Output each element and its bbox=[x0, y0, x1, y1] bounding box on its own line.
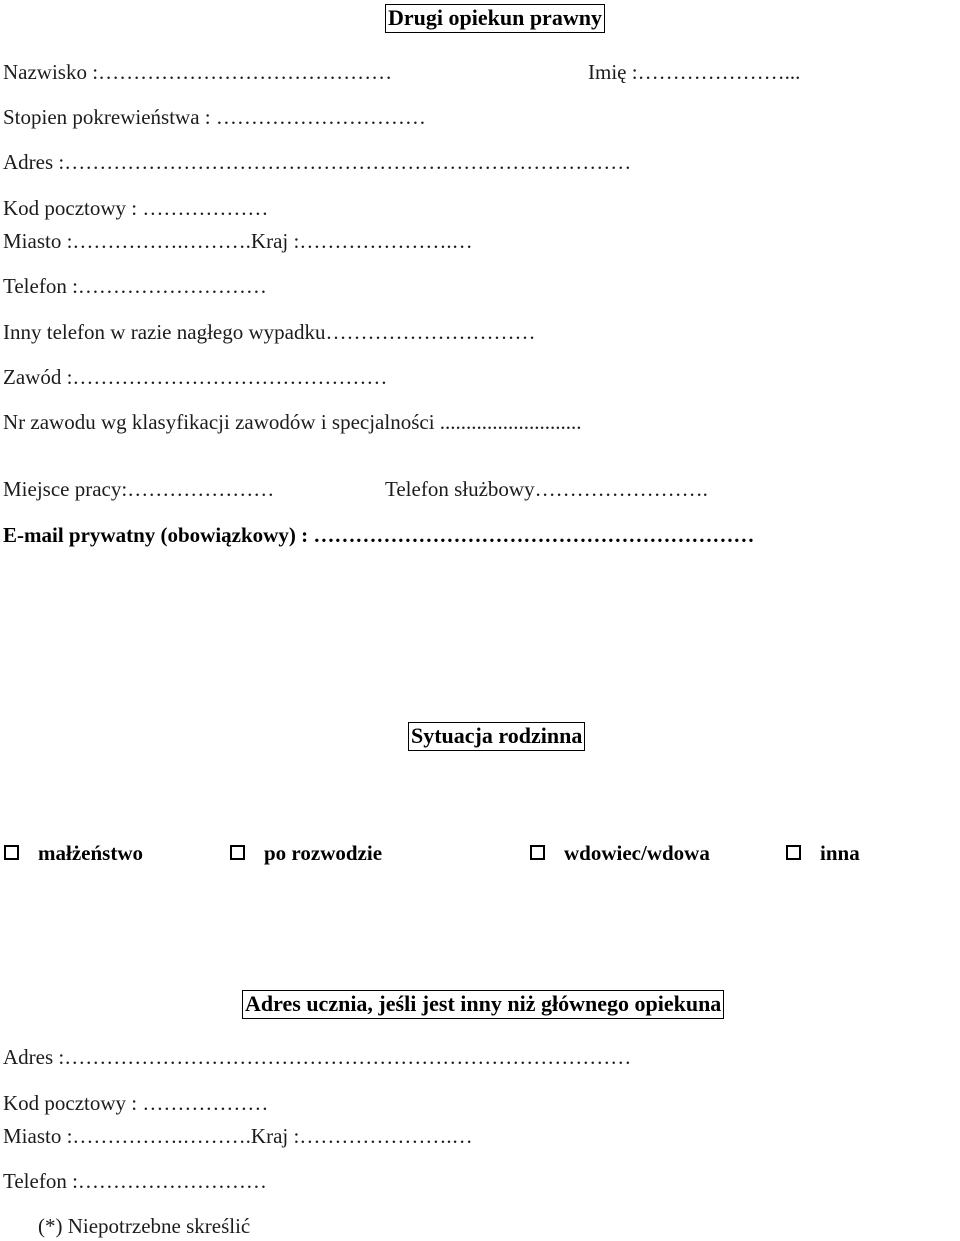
student-city-country-field[interactable]: Miasto :…………….……….Kraj :………………….… bbox=[3, 1124, 473, 1148]
checkbox-marriage[interactable] bbox=[4, 845, 19, 860]
section-title-second-guardian: Drugi opiekun prawny bbox=[385, 4, 605, 33]
postal-code-field[interactable]: Kod pocztowy : ……………… bbox=[3, 196, 269, 220]
checkbox-widowed[interactable] bbox=[530, 845, 545, 860]
checkbox-divorced[interactable] bbox=[230, 845, 245, 860]
kinship-field[interactable]: Stopien pokrewieństwa : ………………………… bbox=[3, 105, 426, 129]
phone-field[interactable]: Telefon :……………………… bbox=[3, 274, 267, 298]
section-title-family-situation: Sytuacja rodzinna bbox=[408, 722, 585, 751]
student-address-field[interactable]: Adres :……………………………………………………………………… bbox=[3, 1045, 632, 1069]
work-phone-field[interactable]: Telefon służbowy……………………. bbox=[385, 477, 708, 501]
option-label-other: inna bbox=[820, 841, 860, 865]
footnote: (*) Niepotrzebne skreślić bbox=[38, 1214, 251, 1238]
surname-field[interactable]: Nazwisko :…………………………………… bbox=[3, 60, 393, 84]
option-label-divorced: po rozwodzie bbox=[264, 841, 383, 865]
occupation-code-field[interactable]: Nr zawodu wg klasyfikacji zawodów i specjalności ........................... bbox=[3, 410, 582, 434]
city-country-field[interactable]: Miasto :…………….……….Kraj :………………….… bbox=[3, 229, 473, 253]
email-field[interactable]: E-mail prywatny (obowiązkowy) : ……………………………………………………… bbox=[3, 523, 755, 547]
address-field[interactable]: Adres :……………………………………………………………………… bbox=[3, 150, 632, 174]
student-postal-code-field[interactable]: Kod pocztowy : ……………… bbox=[3, 1091, 269, 1115]
occupation-field[interactable]: Zawód :……………………………………… bbox=[3, 365, 388, 389]
workplace-field[interactable]: Miejsce pracy:………………… bbox=[3, 477, 275, 501]
option-label-marriage: małżeństwo bbox=[38, 841, 143, 865]
option-label-widowed: wdowiec/wdowa bbox=[564, 841, 710, 865]
student-phone-field[interactable]: Telefon :……………………… bbox=[3, 1169, 267, 1193]
emergency-phone-field[interactable]: Inny telefon w razie nagłego wypadku………………………… bbox=[3, 320, 536, 344]
checkbox-other[interactable] bbox=[786, 845, 801, 860]
section-title-student-address: Adres ucznia, jeśli jest inny niż głównego opiekuna bbox=[242, 990, 724, 1019]
first-name-field[interactable]: Imię :…………………... bbox=[588, 60, 801, 84]
